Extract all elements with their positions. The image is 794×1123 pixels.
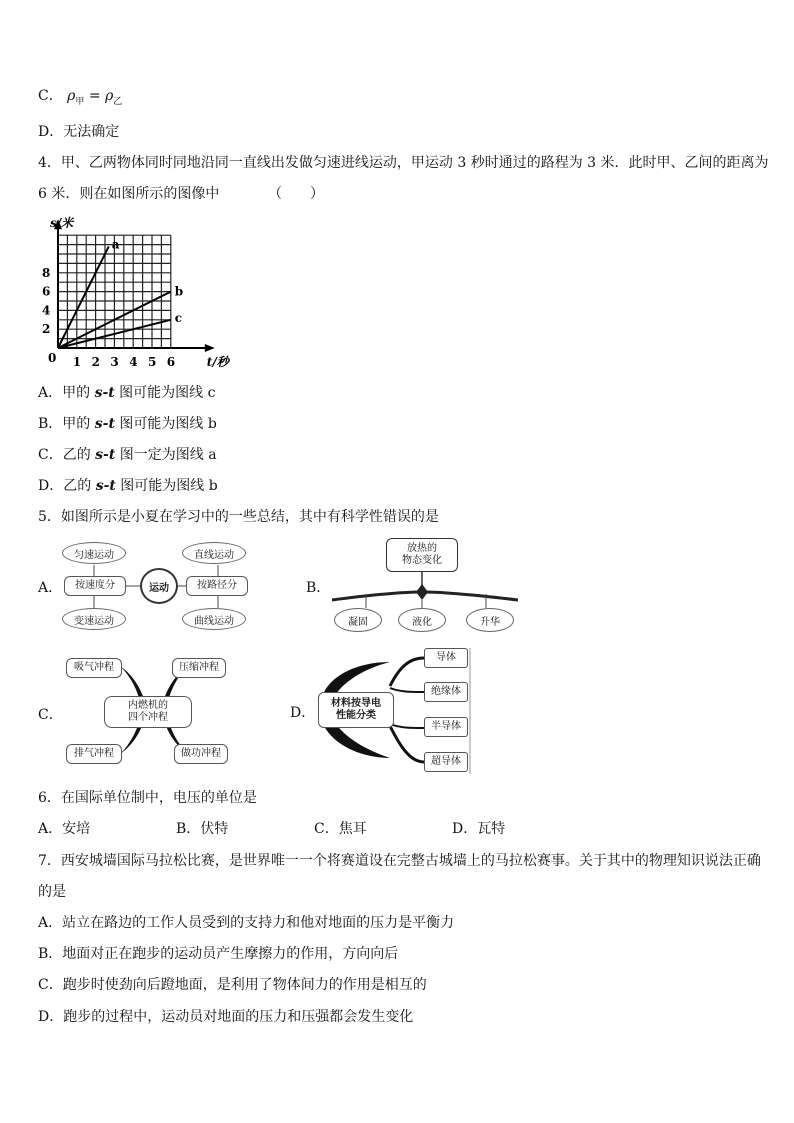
graph-line-label-b: b	[174, 284, 184, 299]
option-suffix: 图可能为图线 c	[114, 385, 216, 401]
q6-text: 6．在国际单位制中，电压的单位是	[38, 790, 257, 806]
x-axis-label: t/秒	[206, 355, 229, 369]
option-suffix: 图可能为图线 b	[115, 478, 218, 494]
diagram-a-by-path: 按路径分	[186, 576, 248, 596]
diagram-d-item-0: 导体	[424, 648, 468, 668]
diagram-d-center: 材料按导电 性能分类	[318, 692, 394, 728]
diagram-c-intake: 吸气冲程	[66, 658, 122, 678]
diagram-a-by-speed: 按速度分	[64, 576, 126, 596]
equals-sign: =	[84, 88, 106, 104]
graph-axes	[54, 219, 215, 352]
y-tick-label: 8	[42, 265, 51, 280]
st-graph	[32, 216, 229, 372]
diagram-a-uniform: 匀速运动	[62, 542, 126, 564]
option-label: C．	[38, 88, 63, 104]
diagram-b-item-1: 液化	[398, 608, 446, 632]
x-tick-label: 3	[110, 355, 119, 369]
diagram-a-motion: 运动	[140, 568, 178, 604]
diagram-c-center: 内燃机的 四个冲程	[104, 696, 192, 728]
x-tick-label: 6	[166, 355, 176, 369]
x-tick-label: 1	[72, 355, 82, 369]
rho-symbol: ρ	[67, 88, 76, 104]
q4-option-c	[38, 445, 217, 465]
y-tick-label: 6	[42, 284, 51, 299]
q4-option-b	[38, 414, 217, 434]
q4-answer-paren: （ ）	[268, 186, 324, 202]
y-tick-label: 2	[42, 322, 51, 337]
st-symbol: s-t	[94, 416, 115, 432]
rho-symbol-2: ρ	[105, 88, 114, 104]
q7-text-line2: 的是	[38, 884, 66, 900]
diagram-d-item-2: 半导体	[424, 717, 468, 737]
diagram-a-straight: 直线运动	[182, 542, 246, 564]
diagram-d-item-1: 绝缘体	[424, 682, 468, 702]
option-suffix: 图一定为图线 a	[115, 447, 217, 463]
diagram-a-curved: 曲线运动	[182, 608, 246, 630]
diagram-b-connectors	[318, 570, 528, 610]
diagram-b-item-0: 凝固	[334, 608, 382, 632]
rho-subscript-a: 甲	[75, 97, 85, 107]
diagram-b-label: B．	[306, 580, 331, 596]
y-tick-label: 4	[42, 303, 51, 318]
q6-option-a: A．安培	[38, 821, 91, 837]
q5-text: 5．如图所示是小夏在学习中的一些总结，其中有科学性错误的是	[38, 509, 439, 525]
option-suffix: 图可能为图线 b	[114, 416, 217, 432]
option-prefix: D．乙的	[38, 478, 96, 494]
diagram-c-label: C．	[38, 707, 63, 723]
q7-option-d: D．跑步的过程中，运动员对地面的压力和压强都会发生变化	[38, 1009, 414, 1025]
q6-option-b: B．伏特	[176, 821, 229, 837]
graph-grid	[58, 235, 171, 348]
origin-label: 0	[48, 351, 57, 365]
graph-line-label-c: c	[174, 310, 183, 325]
diagram-c-exhaust: 排气冲程	[66, 744, 122, 764]
option-c-prev	[38, 86, 122, 108]
diagram-c-power: 做功冲程	[174, 744, 228, 764]
q6-option-d: D．瓦特	[452, 821, 506, 837]
q6-option-c: C．焦耳	[314, 821, 367, 837]
q7-option-a: A．站立在路边的工作人员受到的支持力和他对地面的压力是平衡力	[38, 915, 455, 931]
st-symbol: s-t	[95, 478, 116, 494]
diagram-d-item-3: 超导体	[424, 752, 468, 772]
q7-option-b: B．地面对正在跑步的运动员产生摩擦力的作用，方向向后	[38, 946, 399, 962]
q4-text-line2: 6 米．则在如图所示的图像中	[38, 186, 220, 202]
diagram-b-item-2: 升华	[466, 608, 514, 632]
option-d-prev: D．无法确定	[38, 124, 120, 140]
diagram-b-title: 放热的 物态变化	[386, 538, 458, 572]
x-tick-label: 5	[148, 355, 157, 369]
diagram-a-label: A．	[38, 580, 63, 596]
diagram-d-label: D．	[290, 705, 316, 721]
y-axis-label: s/米	[50, 216, 74, 231]
q7-option-c: C．跑步时使劲向后蹬地面，是利用了物体间力的作用是相互的	[38, 977, 427, 993]
x-tick-label: 2	[91, 355, 100, 369]
x-tick-label: 4	[129, 355, 138, 369]
q4-text-line1: 4．甲、乙两物体同时同地沿同一直线出发做匀速进线运动，甲运动 3 秒时通过的路程为 3 米．此时甲、乙间的距离为	[38, 155, 769, 171]
option-prefix: A．甲的	[38, 385, 95, 401]
q4-option-a	[38, 383, 215, 403]
diagram-c-compress: 压缩冲程	[172, 658, 226, 678]
diagram-a-variable: 变速运动	[62, 608, 126, 630]
st-symbol: s-t	[94, 385, 115, 401]
q4-option-d	[38, 476, 218, 496]
rho-subscript-b: 乙	[113, 97, 123, 107]
q7-text-line1: 7．西安城墙国际马拉松比赛，是世界唯一一个将赛道设在完整古城墙上的马拉松赛事。关于其中的物理知识说法正确	[38, 853, 761, 869]
graph-line-a	[58, 246, 109, 348]
option-prefix: B．甲的	[38, 416, 95, 432]
x-axis-arrow	[205, 344, 215, 352]
option-prefix: C．乙的	[38, 447, 96, 463]
st-symbol: s-t	[95, 447, 116, 463]
graph-labels	[42, 216, 231, 369]
graph-line-label-a: a	[111, 237, 120, 252]
